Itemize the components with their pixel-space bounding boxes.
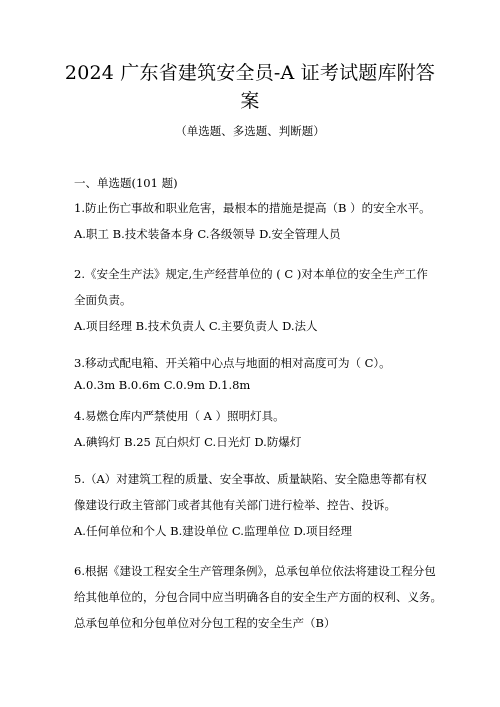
question-2-line-2: 全面负责。 — [74, 293, 132, 307]
question-3-line-1: 3.移动式配电箱、开关箱中心点与地面的相对高度可为（ C）。 — [74, 356, 391, 370]
question-6-line-1: 6.根据《建设工程安全生产管理条例》，总承包单位依法将建设工程分包 — [74, 564, 436, 578]
title-line-2: 案 — [240, 90, 260, 112]
question-3-options: A.0.3m B.0.6m C.0.9m D.1.8m — [74, 378, 251, 392]
question-2-options: A.项目经理 B.技术负责人 C.主要负责人 D.法人 — [74, 319, 318, 333]
question-1-line-1: 1.防止伤亡事故和职业危害，最根本的措施是提高（B ）的安全水平。 — [74, 201, 431, 215]
question-2-line-1: 2.《安全生产法》规定,生产经营单位的 ( C )对本单位的安全生产工作 — [74, 267, 428, 281]
section-heading: 一、单选题(101 题) — [74, 176, 178, 190]
question-4-options: A.碘钨灯 B.25 瓦白炽灯 C.日光灯 D.防爆灯 — [74, 435, 302, 449]
title-line-1: 2024 广东省建筑安全员-A 证考试题库附答 — [64, 62, 436, 84]
question-4-line-1: 4.易燃仓库内严禁使用（ A ）照明灯具。 — [74, 409, 285, 423]
question-5-line-1: 5.（A）对建筑工程的质量、安全事故、质量缺陷、安全隐患等都有权 — [74, 472, 427, 486]
document-subtitle: （单选题、多选题、判断题） — [175, 124, 325, 138]
question-6-line-2: 给其他单位的，分包合同中应当明确各自的安全生产方面的权利、义务。 — [74, 590, 442, 604]
question-5-options: A.任何单位和个人 B.建设单位 C.监理单位 D.项目经理 — [74, 524, 353, 538]
question-6-line-3: 总承包单位和分包单位对分包工程的安全生产（B） — [74, 616, 336, 630]
question-5-line-2: 像建设行政主管部门或者其他有关部门进行检举、控告、投诉。 — [74, 498, 396, 512]
document-title — [40, 59, 460, 115]
question-1-options: A.职工 B.技术装备本身 C.各级领导 D.安全管理人员 — [74, 227, 341, 241]
